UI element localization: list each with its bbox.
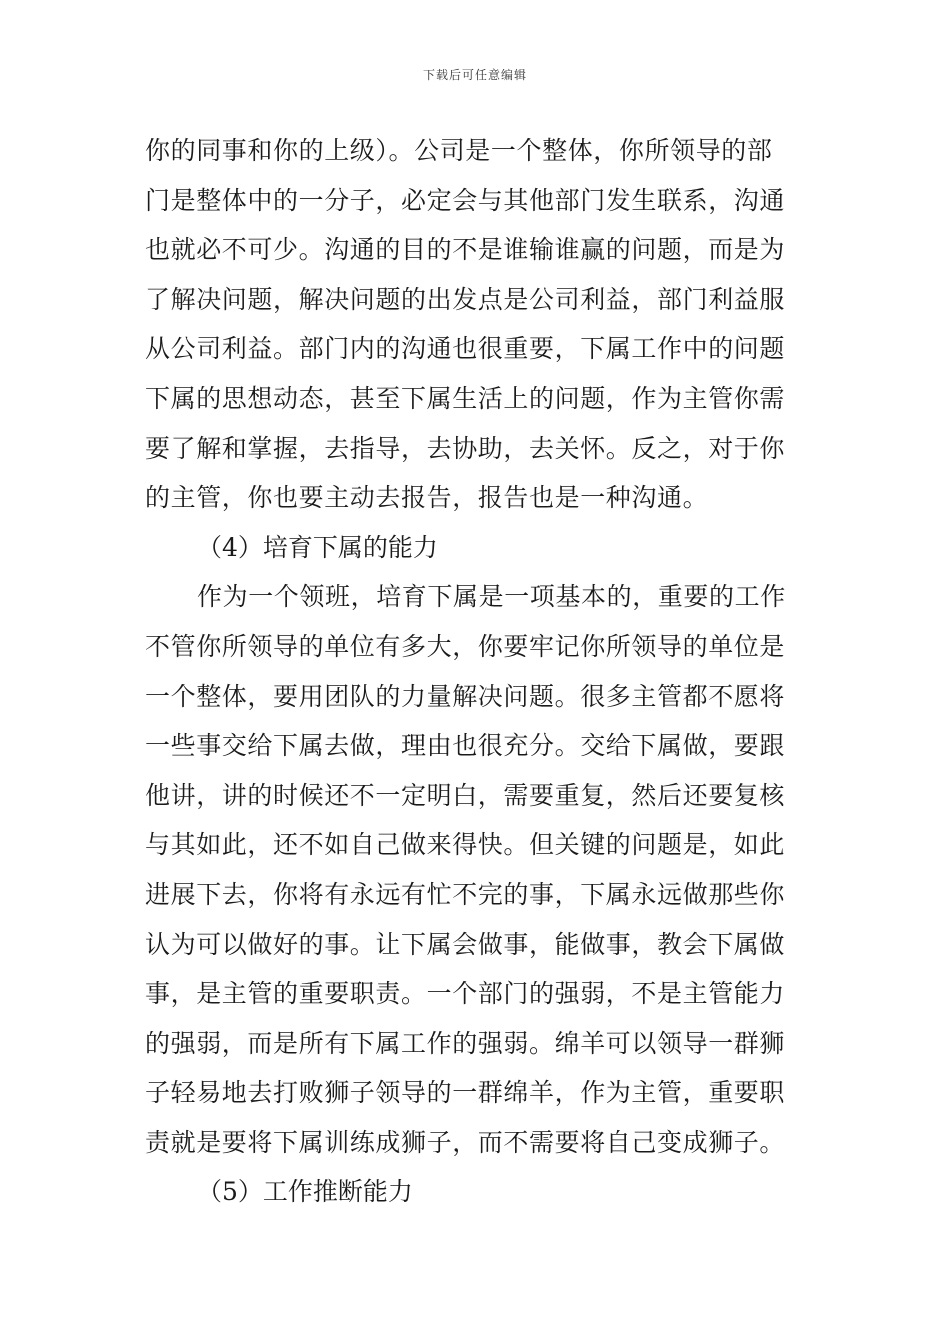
text-line: 也就必不可少。沟通的目的不是谁输谁赢的问题，而是为 [145, 235, 786, 265]
section-heading: （4）培育下属的能力 [197, 532, 438, 562]
text-line: 与其如此，还不如自己做来得快。但关键的问题是，如此 [145, 830, 786, 860]
text-line: 要了解和掌握，去指导，去协助，去关怀。反之，对于你 [145, 433, 786, 463]
document-body [145, 126, 810, 1217]
text-line: 下属的思想动态，甚至下属生活上的问题，作为主管你需 [145, 383, 786, 413]
text-line: 的强弱，而是所有下属工作的强弱。绵羊可以领导一群狮 [145, 1028, 786, 1058]
text-line: 的主管，你也要主动去报告，报告也是一种沟通。 [145, 483, 709, 513]
section-heading: （5）工作推断能力 [197, 1177, 413, 1207]
text-line: 责就是要将下属训练成狮子，而不需要将自己变成狮子。 [145, 1127, 786, 1157]
text-line: 进展下去，你将有永远有忙不完的事，下属永远做那些你 [145, 879, 786, 909]
text-line: 认为可以做好的事。让下属会做事，能做事，教会下属做 [145, 929, 786, 959]
text-line: 不管你所领导的单位有多大，你要牢记你所领导的单位是 [145, 631, 786, 661]
text-line: 一些事交给下属去做，理由也很充分。交给下属做，要跟 [145, 731, 786, 761]
text-line: 作为一个领班，培育下属是一项基本的，重要的工作 [197, 582, 786, 612]
text-line: 门是整体中的一分子，必定会与其他部门发生联系，沟通 [145, 185, 786, 215]
text-line: 事，是主管的重要职责。一个部门的强弱，不是主管能力 [145, 979, 786, 1009]
text-line: 了解决问题，解决问题的出发点是公司利益，部门利益服 [145, 284, 786, 314]
text-line: 子轻易地去打败狮子领导的一群绵羊，作为主管，重要职 [145, 1078, 786, 1108]
page-header: 下载后可任意编辑 [422, 68, 527, 82]
text-line: 一个整体，要用团队的力量解决问题。很多主管都不愿将 [145, 681, 786, 711]
text-line: 他讲，讲的时候还不一定明白，需要重复，然后还要复核 [145, 780, 786, 810]
text-line: 从公司利益。部门内的沟通也很重要，下属工作中的问题 [145, 334, 786, 364]
text-line: 你的同事和你的上级）。公司是一个整体，你所领导的部 [145, 136, 773, 165]
